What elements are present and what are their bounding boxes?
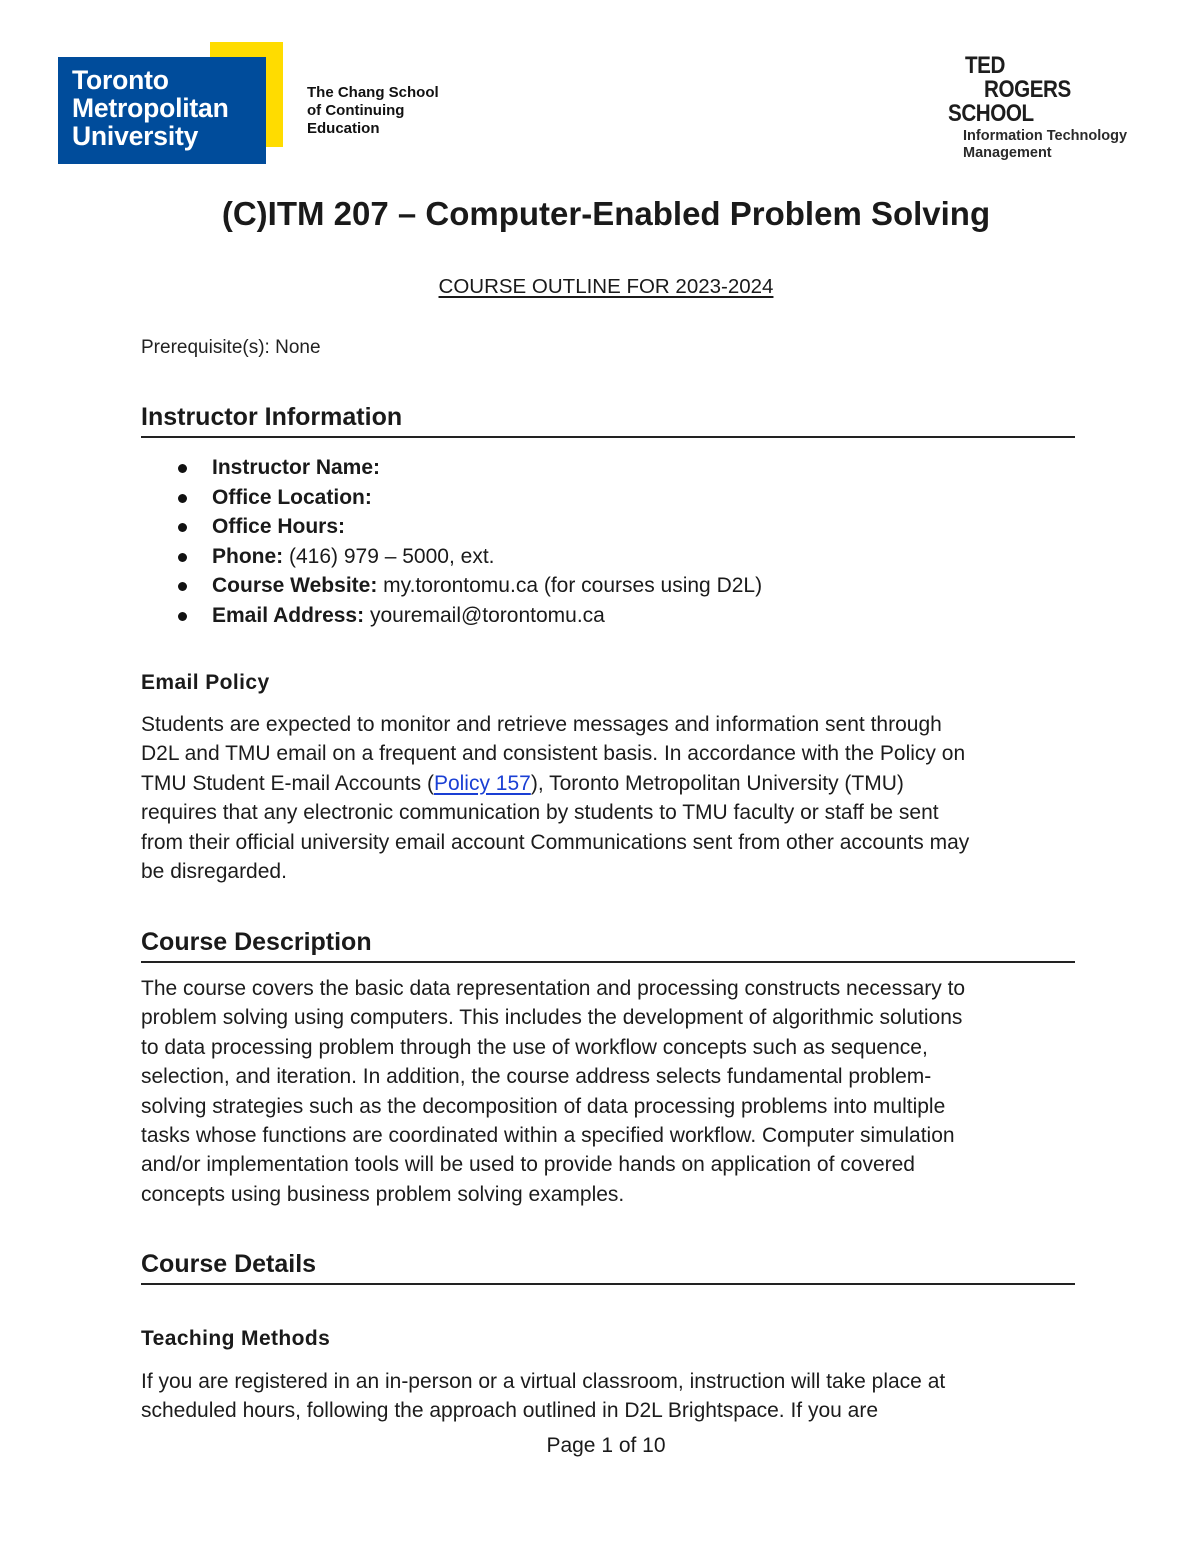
teaching-methods-heading: Teaching Methods [141, 1327, 331, 1350]
text-line: tasks whose functions are coordinated within a specified workflow. Computer simulation [141, 1124, 955, 1148]
bullet-icon [178, 464, 187, 473]
chang-logo-line: of Continuing [307, 102, 405, 119]
text-line: selection, and iteration. In addition, the course address selects fundamental problem- [141, 1065, 932, 1089]
text-span: TMU Student E-mail Accounts ( [141, 771, 434, 795]
bullet-icon [178, 612, 187, 621]
policy-157-link[interactable]: Policy 157 [433, 771, 531, 795]
item-value: my.torontomu.ca (for courses using D2L) [377, 574, 763, 598]
text-line: If you are registered in an in-person or a virtual classroom, instruction will take place at [141, 1370, 946, 1393]
text-line: from their official university email account Communications sent from other accounts may [141, 830, 970, 854]
email-policy-heading: Email Policy [141, 671, 270, 694]
item-label: Email Address: [212, 603, 365, 627]
prerequisites: Prerequisite(s): None [141, 337, 321, 358]
list-item [141, 571, 762, 601]
trs-logo-word: TED [965, 52, 1005, 79]
text-line: Students are expected to monitor and retrieve messages and information sent through [141, 713, 942, 736]
text-line: scheduled hours, following the approach outlined in D2L Brightspace. If you are [141, 1399, 879, 1423]
item-label: Instructor Name: [212, 456, 381, 479]
text-span: ), Toronto Metropolitan University (TMU) [530, 771, 904, 795]
text-line: to data processing problem through the use of workflow concepts such as sequence, [141, 1035, 928, 1059]
item-label: Course Website: [212, 574, 378, 598]
outline-title: COURSE OUTLINE FOR 2023-2024 [438, 275, 774, 298]
chang-school-logo [307, 84, 439, 138]
course-description-text [141, 974, 965, 1209]
chang-logo-line: The Chang School [307, 84, 439, 101]
list-item [141, 483, 762, 513]
item-label: Office Hours: [212, 515, 346, 539]
ted-rogers-logo [948, 54, 1148, 164]
item-label: Office Location: [212, 485, 372, 509]
list-item [141, 601, 762, 631]
course-description-heading: Course Description [141, 927, 1075, 963]
bullet-icon [178, 523, 187, 532]
list-item [141, 512, 762, 542]
course-details-heading: Course Details [141, 1249, 1075, 1285]
tmu-logo-text [72, 66, 229, 150]
list-item [141, 453, 762, 483]
text-line: The course covers the basic data representation and processing constructs necessary to [141, 977, 966, 1000]
text-line: and/or implementation tools will be used to provide hands on application of covered [141, 1153, 915, 1177]
bullet-icon [178, 553, 187, 562]
tmu-logo-line: Metropolitan [72, 93, 229, 123]
course-title: (C)ITM 207 – Computer-Enabled Problem Solving [221, 195, 991, 232]
text-line: D2L and TMU email on a frequent and consistent basis. In accordance with the Policy on [141, 742, 966, 766]
text-line: solving strategies such as the decomposition of data processing problems into multiple [141, 1094, 946, 1118]
bullet-icon [178, 494, 187, 503]
trs-logo-sub-line: Information Technology [963, 128, 1128, 144]
tmu-logo-line: University [72, 121, 199, 151]
tmu-logo [58, 42, 283, 164]
text-line: be disregarded. [141, 860, 287, 884]
trs-logo-word: ROGERS [984, 76, 1071, 103]
item-value: youremail@torontomu.ca [364, 603, 605, 627]
teaching-methods-text [141, 1367, 945, 1426]
item-value: (416) 979 – 5000, ext. [283, 544, 495, 568]
instructor-heading: Instructor Information [141, 402, 1075, 438]
trs-logo-word: SCHOOL [948, 100, 1034, 127]
text-line: concepts using business problem solving examples. [141, 1182, 625, 1206]
list-item [141, 542, 762, 572]
chang-logo-line: Education [307, 120, 380, 137]
tmu-logo-line: Toronto [72, 65, 169, 95]
bullet-icon [178, 582, 187, 591]
page-number: Page 1 of 10 [546, 1434, 666, 1457]
text-line [141, 769, 969, 798]
text-line: problem solving using computers. This includes the development of algorithmic solutions [141, 1006, 963, 1030]
item-label: Phone: [212, 544, 284, 568]
instructor-info-list [141, 453, 762, 631]
text-line: requires that any electronic communication by students to TMU faculty or staff be sent [141, 801, 939, 825]
trs-logo-subtitle [963, 128, 1127, 162]
trs-logo-sub-line: Management [963, 145, 1052, 161]
email-policy-text [141, 710, 969, 886]
